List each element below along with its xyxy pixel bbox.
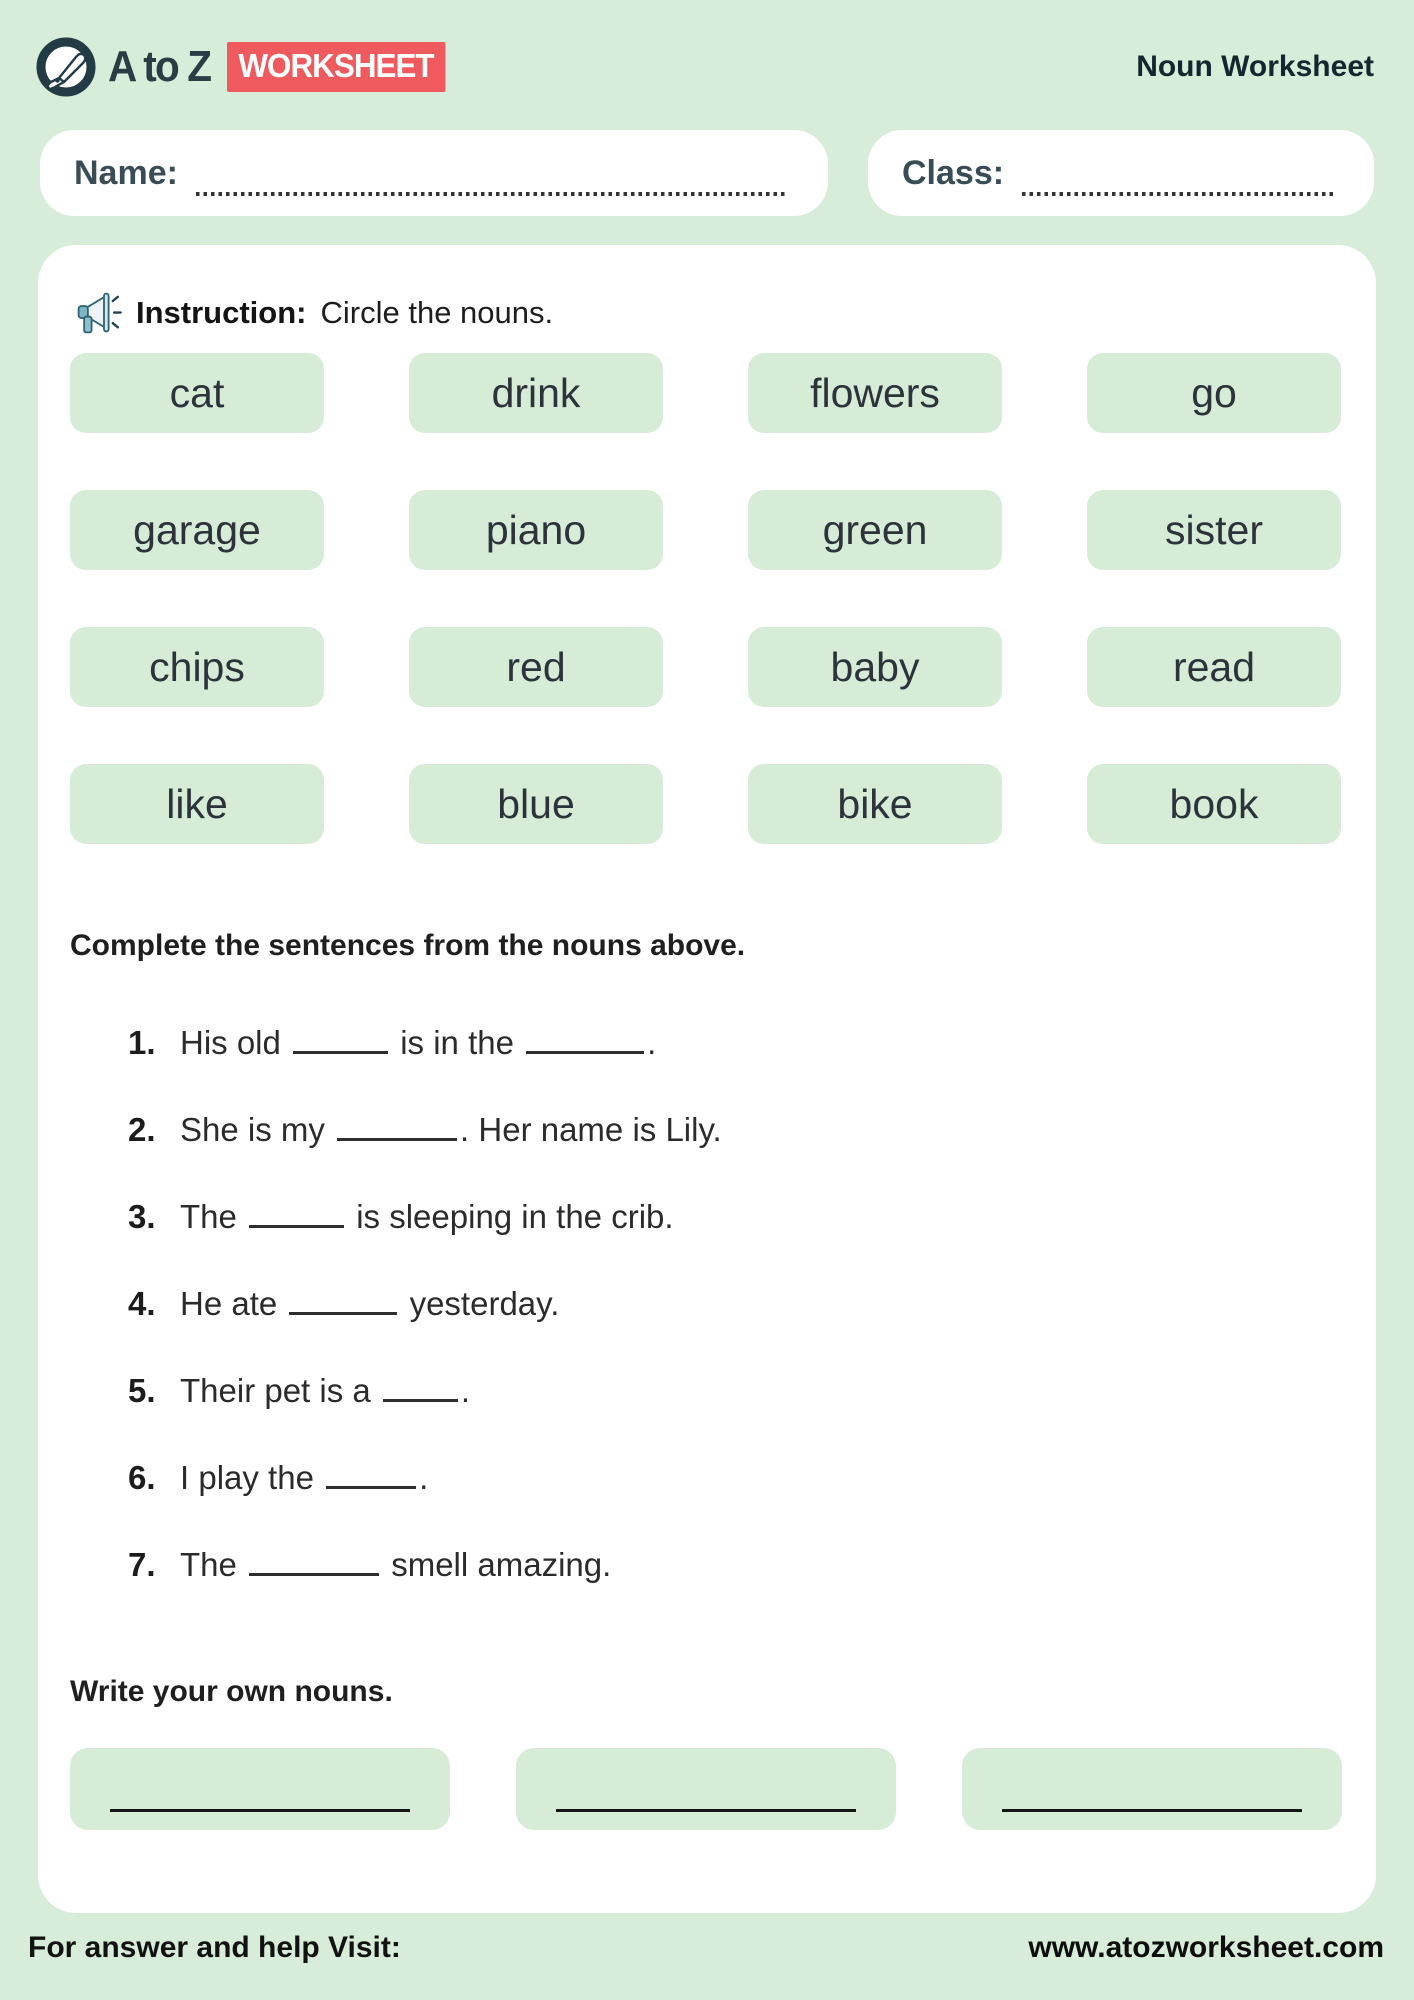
sentence-row [128,1024,1344,1064]
worksheet-panel [38,245,1376,1913]
sentence-row [128,1459,1344,1499]
megaphone-icon [74,289,122,337]
sentence-row [128,1198,1344,1238]
sentence-body [180,1198,674,1236]
logo-text: A to Z [108,42,211,91]
sentence-number: 7. [128,1546,156,1583]
own-nouns-heading: Write your own nouns. [70,1675,393,1708]
sentence-blank[interactable] [249,1573,379,1576]
sentence-text: . [647,1024,657,1061]
word-chip[interactable]: piano [409,490,663,570]
word-chip[interactable]: blue [409,764,663,844]
word-chip[interactable]: drink [409,353,663,433]
word-chip[interactable]: book [1087,764,1341,844]
sentence-text: smell amazing. [382,1546,612,1583]
instruction-label: Instruction: [136,295,307,330]
name-input-line[interactable] [196,192,788,196]
sentence-text: is sleeping in the crib. [347,1198,674,1235]
class-label: Class: [902,153,1005,192]
footer [0,1913,1414,1965]
sentence-text: yesterday. [400,1285,560,1322]
name-field[interactable] [40,130,828,216]
own-noun-line [1002,1809,1302,1812]
sentence-body [180,1285,559,1323]
word-chip[interactable]: green [748,490,1002,570]
sentence-blank[interactable] [249,1225,344,1228]
sentence-text: . [419,1459,429,1496]
sentence-body [180,1111,722,1149]
sentence-text: She is my [180,1111,335,1148]
sentence-text: . Her name is Lily. [460,1111,722,1148]
class-field[interactable] [868,130,1374,216]
sentence-text: The [180,1198,247,1235]
word-chip[interactable]: garage [70,490,324,570]
sentence-number: 6. [128,1459,156,1496]
footer-help-text: For answer and help Visit: [28,1931,401,1964]
logo [34,35,457,99]
sentences-heading: Complete the sentences from the nouns above. [70,929,746,962]
own-noun-line [110,1809,410,1812]
sentence-number: 3. [128,1198,156,1235]
sentences-list [70,1024,1344,1586]
sentence-text: Their pet is a [180,1372,380,1409]
sentence-blank[interactable] [293,1051,388,1054]
word-chip[interactable]: bike [748,764,1002,844]
name-label: Name: [74,153,178,192]
sentence-text: He ate [180,1285,287,1322]
word-chip[interactable]: read [1087,627,1341,707]
fields-row [40,130,1374,216]
sentence-row [128,1372,1344,1412]
sentence-row [128,1546,1344,1586]
sentence-blank[interactable] [383,1399,458,1402]
word-chip[interactable]: baby [748,627,1002,707]
own-noun-box[interactable] [70,1748,450,1830]
website-link[interactable]: www.atozworksheet.com [1028,1931,1384,1964]
sentence-text: His old [180,1024,291,1061]
instruction-row [74,245,1344,337]
sentence-row [128,1285,1344,1325]
sentence-blank[interactable] [289,1312,397,1315]
instruction-text: Circle the nouns. [320,295,554,330]
own-noun-line [556,1809,856,1812]
word-chip[interactable]: sister [1087,490,1341,570]
word-chip[interactable]: flowers [748,353,1002,433]
sentence-number: 2. [128,1111,156,1148]
sentence-text: I play the [180,1459,324,1496]
sentence-text: is in the [391,1024,524,1061]
sentence-blank[interactable] [526,1051,644,1054]
sentence-blank[interactable] [326,1486,416,1489]
sentence-number: 1. [128,1024,156,1061]
own-noun-box[interactable] [516,1748,896,1830]
own-noun-box[interactable] [962,1748,1342,1830]
sentence-body [180,1546,611,1584]
word-chip[interactable]: red [409,627,663,707]
sentence-number: 4. [128,1285,156,1322]
sentence-text: The [180,1546,247,1583]
sentence-body [180,1459,428,1497]
word-chip[interactable]: like [70,764,324,844]
header [0,0,1414,100]
word-chip[interactable]: chips [70,627,324,707]
sentence-row [128,1111,1344,1151]
own-nouns-boxes [70,1748,1344,1830]
page-title: Noun Worksheet [1136,50,1374,83]
word-chip[interactable]: go [1087,353,1341,433]
pen-circle-logo-icon [34,35,98,99]
word-bank-grid [70,353,1344,844]
sentence-number: 5. [128,1372,156,1409]
sentence-body [180,1372,470,1410]
logo-badge: WORKSHEET [227,42,445,92]
sentence-body [180,1024,656,1062]
word-chip[interactable]: cat [70,353,324,433]
sentence-blank[interactable] [337,1138,457,1141]
sentence-text: . [460,1372,471,1409]
class-input-line[interactable] [1022,192,1334,196]
